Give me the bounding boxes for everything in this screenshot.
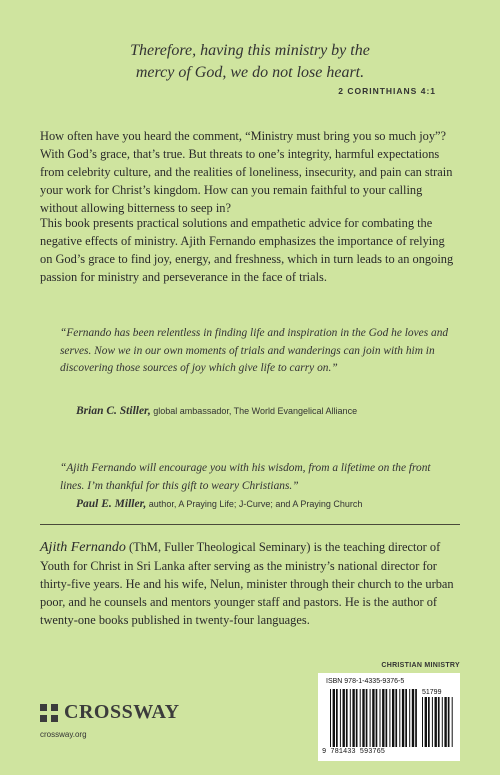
price-code: 51799 [422,689,442,696]
author-bio [40,538,460,629]
category-label: CHRISTIAN MINISTRY [381,662,460,669]
endorsement-attribution-2 [76,498,362,510]
endorsement-quote-2: “Ajith Fernando will encourage you with his wisdom, from a lifetime on the front lines. I’m thankful for this gift to weary Christians.” [60,462,431,492]
publisher-url: crossway.org [40,730,87,739]
isbn-barcode [318,673,460,761]
author-bio-text: (ThM, Fuller Theological Seminary) is the teaching director of Youth for Christ in Sri Lanka after serving as the ministry’s national director for thirty-five years. He and his wife, Nelun, minister through their church to the urban poor, and he counsels and mentors younger staff and pastors. He is the author of twenty-one books published in twenty-four languages. [40,540,454,627]
epigraph-line-2: mercy of God, we do not lose heart. [135,64,365,81]
endorser-role-1: global ambassador, The World Evangelical Alliance [150,406,358,416]
epigraph-line-1: Therefore, having this ministry by the [130,42,370,59]
isbn-text: ISBN 978-1-4335-9376-5 [326,678,405,685]
barcode-digits: 9 781433 593765 [322,748,386,756]
endorser-role-2: author, A Praying Life; J-Curve; and A Praying Church [146,499,363,509]
endorsement-quote-1: “Fernando has been relentless in finding life and inspiration in the God he loves and serves. Now we in our own moments of trials and wanderings can join with him in discovering those sources of joy which give life to carry on.” [60,327,449,374]
endorser-name-1: Brian C. Stiller, [76,405,151,417]
publisher-name: CROSSWAY [64,701,180,723]
epigraph-reference: 2 CORINTHIANS 4:1 [338,86,436,96]
description-paragraph-2: This book presents practical solutions and empathetic advice for combating the negative effects of ministry. Ajith Fernando emphasizes the importance of relying on God’s grace to find joy, energy, and freshness, which in turn leads to an ongoing passion for ministry and perseverance in the face of trials. [40,216,454,284]
divider-rule [40,524,460,525]
description-paragraph-1: How often have you heard the comment, “Ministry must bring you so much joy”? With God’s grace, that’s true. But threats to one’s integrity, harmful expectations from celebrity culture, and the realities of loneliness, insecurity, and pain can strain your work for Christ’s kingdom. How can you remain faithful to your calling without allowing bitterness to seep in? [40,129,453,215]
endorsement-attribution-1 [76,405,357,417]
endorser-name-2: Paul E. Miller, [76,498,147,510]
epigraph-quote [40,40,460,84]
crossway-cross-icon [40,704,58,722]
addon-barcode-bars [422,697,454,747]
ean-barcode-bars [330,689,418,747]
author-name: Ajith Fernando [40,540,126,555]
